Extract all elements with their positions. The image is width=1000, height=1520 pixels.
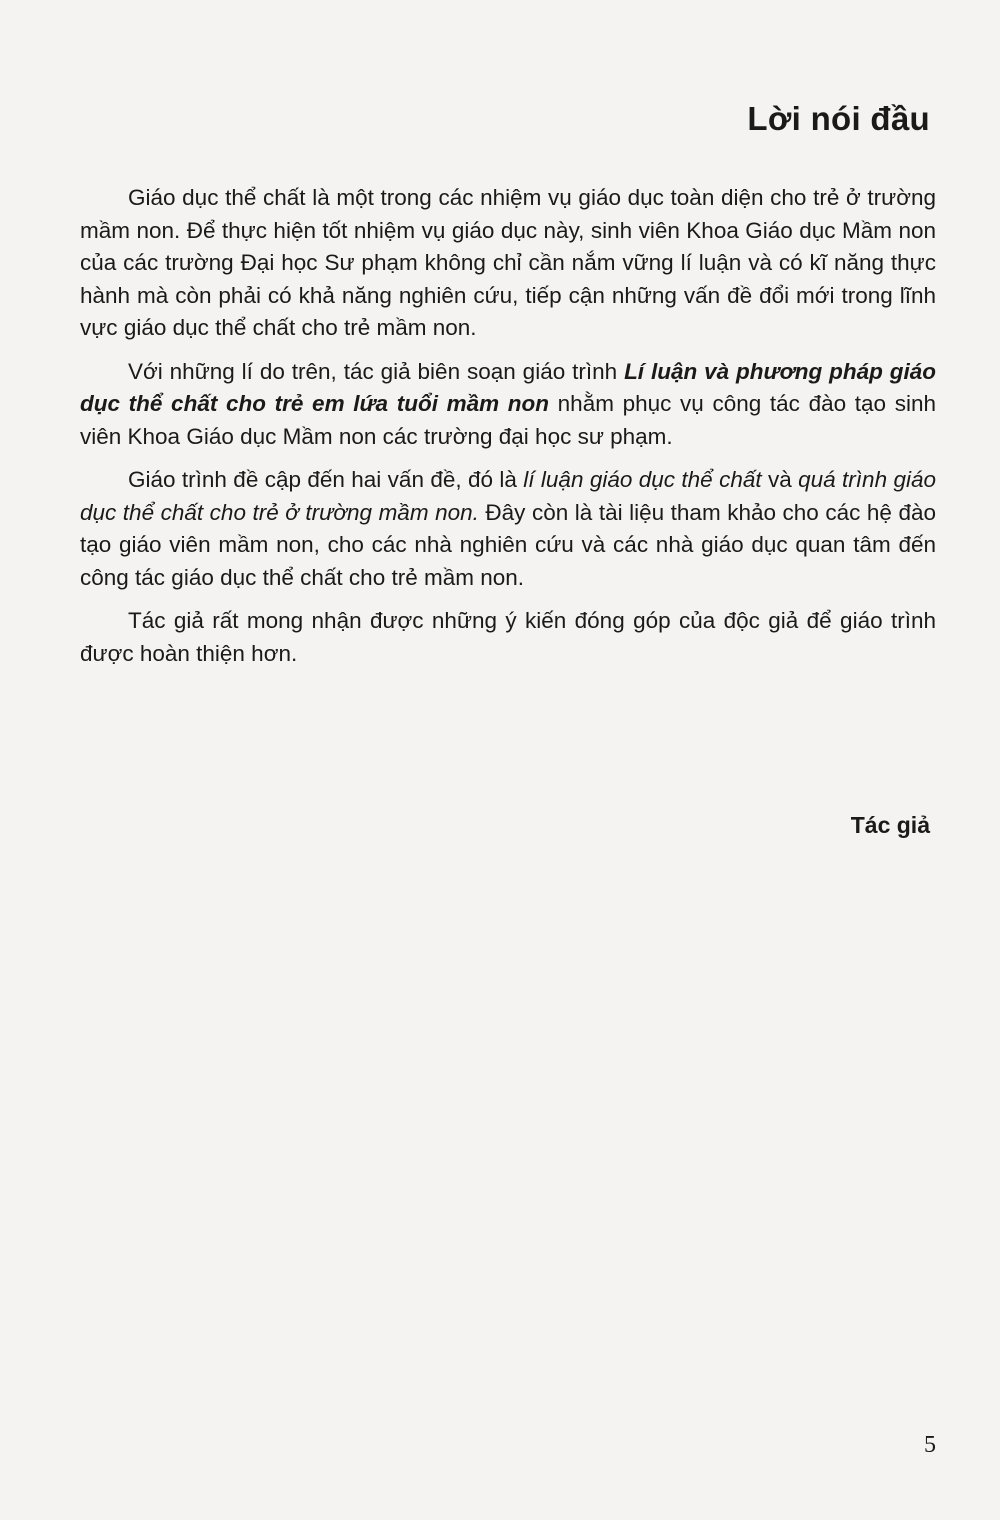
paragraph-4: Tác giả rất mong nhận được những ý kiến đóng góp của độc giả để giáo trình được hoàn thiện hơn. (80, 608, 936, 666)
paragraph-3-rest: Đây còn là tài liệu tham khảo cho các hệ đào tạo giáo viên mầm non, cho các nhà nghiên cứu và các nhà giáo dục quan tâm đến công tác giáo dục thể chất cho trẻ mầm non. (80, 499, 936, 590)
page-title: Lời nói đầu (747, 100, 930, 137)
preface-body (80, 182, 936, 681)
paragraph-2-rest: nhằm phục vụ công tác đào tạo sinh viên Khoa Giáo dục Mầm non các trường đại học sư phạm. (80, 391, 936, 449)
paragraph-3 (80, 464, 936, 594)
book-title: Lí luận và phương pháp giáo dục thể chất cho trẻ em lứa tuổi mầm non (80, 358, 937, 416)
paragraph-3-intro: Giáo trình đề cập đến hai vấn đề, đó là (128, 467, 524, 492)
paragraph-3-conjunction: và (761, 467, 799, 492)
paragraph-2 (80, 356, 936, 454)
paragraph-2-intro: Với những lí do trên, tác giả biên soạn giáo trình (128, 358, 625, 384)
paragraph-1: Giáo dục thể chất là một trong các nhiệm vụ giáo dục toàn diện cho trẻ ở trường mầm non. Để thực hiện tốt nhiệm vụ giáo dục này, sinh viên Khoa Giáo dục Mầm non của các trường Đại học Sư phạm không chỉ cần nắm vững lí luận và có kĩ năng thực hành mà còn phải có khả năng nghiên cứu, tiếp cận những vấn đề đổi mới trong lĩnh vực giáo dục thể chất cho trẻ mầm non. (80, 185, 936, 340)
topic-two: quá trình giáo dục thể chất cho trẻ ở trường mầm non. (80, 467, 936, 525)
author-signature: Tác giả (850, 812, 930, 838)
topic-one: lí luận giáo dục thể chất (523, 467, 762, 492)
page-number: 5 (924, 1432, 936, 1458)
